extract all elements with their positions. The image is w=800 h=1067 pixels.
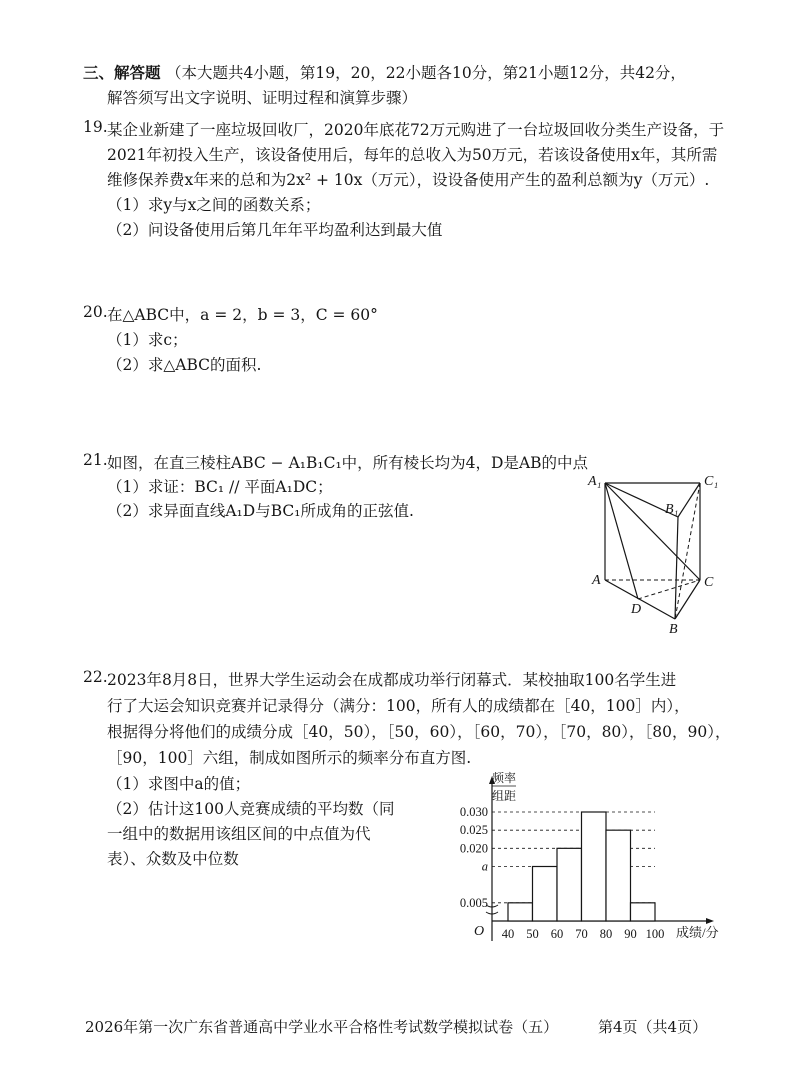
x-tick-label-80: 80: [599, 927, 613, 941]
q22-stem-line4: ［90，100］六组，制成如图所示的频率分布直方图.: [107, 749, 472, 767]
q22-part2-line1: （2）估计这100人竞赛成绩的平均数（同: [107, 800, 395, 818]
x-tick-label-60: 60: [550, 927, 564, 941]
label-d: D: [631, 602, 642, 617]
q19-stem-line3: 维修保养费x年来的总和为2x² + 10x（万元），设设备使用产生的盈利总额为y（万元）.: [107, 171, 710, 189]
q21-stem: 如图，在直三棱柱ABC − A₁B₁C₁中，所有棱长均为4，D是AB的中点: [107, 454, 589, 472]
bar-[40,50): [508, 903, 533, 921]
label-a: A: [592, 573, 601, 588]
label-b: B: [669, 622, 678, 637]
bar-[60,70): [557, 848, 582, 921]
x-tick-label-70: 70: [575, 927, 588, 941]
x-axis-arrow: [706, 918, 714, 924]
bar-[50,60): [533, 867, 558, 922]
y-tick-label-3: 0.025: [459, 823, 488, 838]
x-tick-label-90: 90: [624, 927, 637, 941]
q22-stem-line1: 2023年8月8日，世界大学生运动会在成都成功举行闭幕式．某校抽取100名学生进: [107, 671, 677, 689]
q22-number: 22.: [83, 668, 108, 686]
footer-title: 2026年第一次广东省普通高中学业水平合格性考试数学模拟试卷（五）: [85, 1018, 559, 1036]
q19-stem-line1: 某企业新建了一座垃圾回收厂，2020年底花72万元购进了一台垃圾回收分类生产设备，于: [107, 121, 725, 139]
bar-[90,100]: [631, 903, 656, 921]
y-tick-label-4: 0.030: [459, 805, 488, 819]
q20-stem: 在△ABC中，a = 2，b = 3，C = 60°: [107, 306, 378, 324]
edge-bc: [675, 580, 700, 619]
q20-number: 20.: [83, 303, 108, 321]
y-tick-label-0: 0.005: [459, 895, 488, 910]
q21-part1: （1）求证：BC₁ // 平面A₁DC；: [107, 478, 333, 496]
x-tick-label-50: 50: [526, 927, 539, 941]
x-tick-label-100: 100: [645, 927, 665, 941]
label-c: C: [704, 575, 714, 590]
ylabel-bottom: 组距: [491, 789, 517, 803]
q22-part2-line3: 表）、众数及中位数: [107, 850, 239, 868]
section-description: （本大题共4小题，第19，20，22小题各10分，第21小题12分，共42分，: [166, 64, 686, 82]
label-c1: C₁: [704, 474, 719, 489]
x-tick-label-40: 40: [501, 927, 515, 941]
section-description-continued: 解答须写出文字说明、证明过程和演算步骤）: [107, 89, 418, 107]
label-a1: A₁: [588, 474, 602, 489]
y-tick-label-1: a: [481, 859, 488, 874]
q19-stem-line2: 2021年初投入生产，该设备使用后，每年的总收入为50万元，若该设备使用x年，其所需: [107, 146, 718, 164]
label-b1: B₁: [665, 502, 679, 517]
y-tick-label-2: 0.020: [459, 841, 488, 856]
q20-part2: （2）求△ABC的面积.: [107, 356, 262, 374]
ylabel-top: 频率: [491, 771, 517, 785]
q21-part2: （2）求异面直线A₁D与BC₁所成角的正弦值.: [107, 502, 414, 520]
q22-part2-line2: 一组中的数据用该组区间的中点值为代: [107, 825, 371, 843]
q19-number: 19.: [83, 118, 108, 136]
bar-[70,80): [582, 812, 607, 921]
hidden-segment-dc: [638, 580, 700, 599]
q21-number: 21.: [83, 451, 108, 469]
q20-part1: （1）求c；: [107, 331, 188, 349]
q22-stem-line3: 根据得分将他们的成绩分成［40，50），［50，60），［60，70），［70，80），［80，90），: [107, 723, 731, 741]
q22-part1: （1）求图中a的值；: [107, 775, 251, 793]
footer-page-number: 第4页（共4页）: [598, 1018, 708, 1036]
prism-figure: [580, 465, 730, 640]
bar-[80,90): [606, 830, 631, 921]
section-title: 三、解答题: [83, 63, 161, 82]
frequency-histogram: [440, 770, 740, 950]
origin-label: O: [474, 924, 485, 939]
q19-part1: （1）求y与x之间的函数关系；: [107, 196, 321, 214]
q19-part2: （2）问设备使用后第几年年平均盈利达到最大值: [107, 221, 443, 239]
x-axis-label: 成绩/分: [676, 925, 719, 940]
q22-stem-line2: 行了大运会知识竞赛并记录得分（满分：100，所有人的成绩都在［40，100］内），: [107, 697, 690, 715]
